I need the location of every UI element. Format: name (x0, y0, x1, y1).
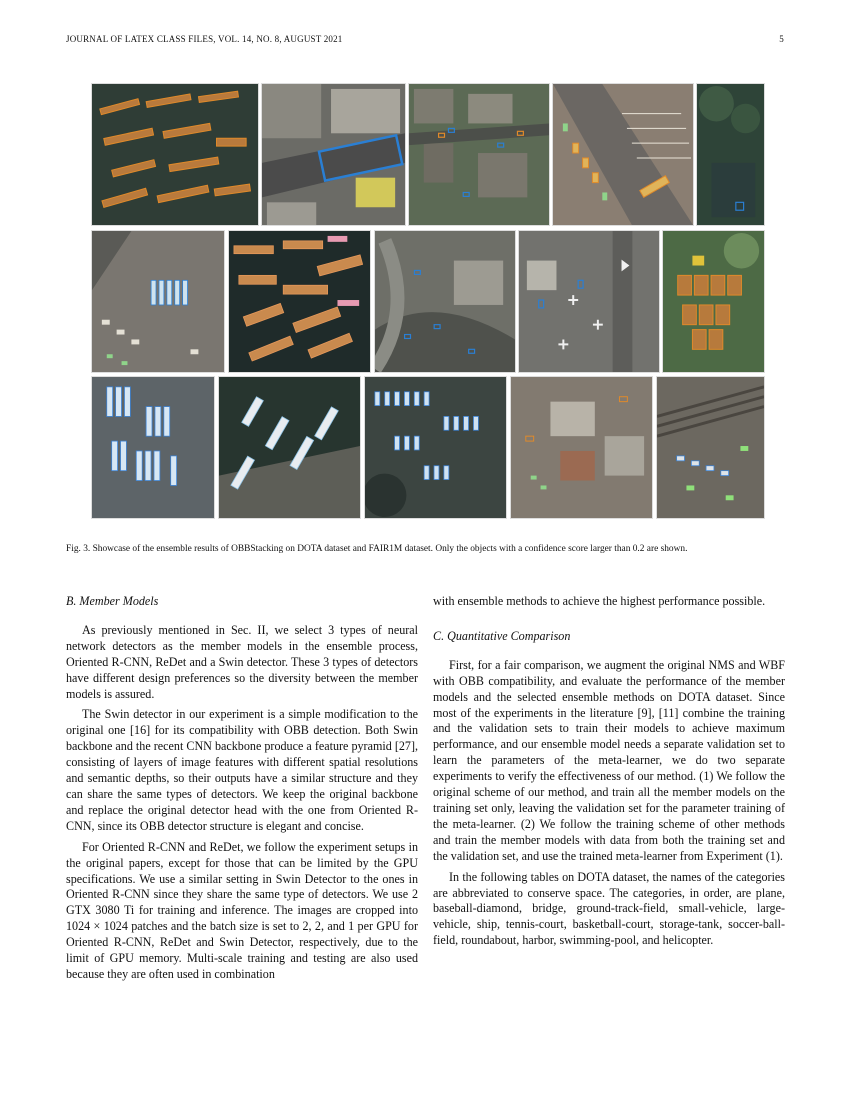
figure-tile-marina-boats (228, 230, 371, 373)
figure-tile-parking-vehicles (91, 230, 225, 373)
paragraph: The Swin detector in our experiment is a simple modification to the original one [16] for its compatibility with OBB detection. Both Swin backbone and the recent CNN backbone produce a feature pyramid [27], consisting of layers of image features with different spatial resolutions and semantic depths, so their outputs have a similar structure and they can share the same types of detectors. We keep the original backbone and replace the original detector head with the one from Oriented R-CNN, since its OBB detector structure is elegant and concise. (66, 707, 418, 833)
paragraph-continuation: with ensemble methods to achieve the highest performance possible. (433, 594, 766, 608)
figure-tile-vehicle-lot (364, 376, 507, 519)
journal-title: JOURNAL OF LATEX CLASS FILES, VOL. 14, NO. 8, AUGUST 2021 (66, 34, 343, 44)
figure-tile-airport-planes (518, 230, 660, 373)
paragraph: For Oriented R-CNN and ReDet, we follow the experiment setups in the original papers, except for those that can be limited by the GPU specifications. We use a similar setting in Swin Detector to the ones in Oriented R-CNN since they share the same type of detectors. We use 2 GTX 3080 Ti for training and inference. The images are cropped into 1024 × 1024 patches and the batch size is set to 2, 2, and 1 per GPU for Oriented R-CNN, ReDet and Swin Detector, respectively, due to the limit of GPU memory. Multi-scale training and testing are also used because they are often used in combination (66, 839, 418, 981)
figure-tile-highway-ramp (374, 230, 516, 373)
paragraph: As previously mentioned in Sec. II, we select 3 types of neural network detectors as the member models in the ensemble process, Oriented R-CNN, ReDet and a Swin detector. These 3 types of detectors have different design preferences so the diversity between the member models is assured. (66, 622, 418, 701)
figure-tile-parking-lot (552, 83, 694, 226)
figure-tile-harbor-ships (218, 376, 361, 519)
figure-tile-forest-pond (696, 83, 765, 226)
figure-row (91, 230, 765, 373)
right-column (433, 594, 785, 949)
page-number: 5 (779, 34, 784, 44)
figure-tile-road-intersection (261, 83, 406, 226)
figure-tile-railway-cars (656, 376, 765, 519)
left-column (66, 594, 418, 983)
paragraph: In the following tables on DOTA dataset, the names of the categories are abbreviated to conserve space. The categories, in order, are plane, baseball-diamond, bridge, ground-track-field, small-vehicle, large-vehicle, ship, tennis-court, basketball-court, storage-tank, soccer-ball-field, roundabout, harbor, swimming-pool, and helicopter. (433, 869, 785, 948)
figure-tile-tennis-courts (662, 230, 765, 373)
section-title-member-models: B. Member Models (66, 594, 159, 608)
figure-row (91, 83, 765, 226)
running-header (66, 34, 784, 48)
figure-row (91, 376, 765, 519)
section-title-quantitative-comparison: C. Quantitative Comparison (433, 628, 571, 643)
figure-tile-harbor-boats (91, 83, 259, 226)
paragraph: First, for a fair comparison, we augment the original NMS and WBF with OBB compatibility, and evaluate the performance of the member models and the selected ensemble methods on DOTA dataset. Since most of the experiments in the literature [9], [11] combine the training and the validation sets to train their models to achieve maximum performance, and our ensemble model needs a separate validation set to learn the parameters of the meta-learner, we do two separate experiments to verify the effectiveness of our method. (1) We follow the original scheme of our method, and train all the member models on the training set only, leaving the validation set for the parameter training of the meta-learner. (2) We follow the training scheme of other methods and train the member models with data from both the training set and the validation set, and use the trained meta-learner from Experiment (1). (433, 657, 785, 863)
figure-tile-truck-parking (91, 376, 215, 519)
figure-caption: Fig. 3. Showcase of the ensemble results of OBBStacking on DOTA dataset and FAIR1M dataset. Only the objects with a confidence score larger than 0.2 are shown. (66, 544, 688, 554)
figure-tile-industrial-roofs (510, 376, 653, 519)
figure-tile-urban-buildings (408, 83, 550, 226)
figure-showcase (91, 83, 765, 519)
